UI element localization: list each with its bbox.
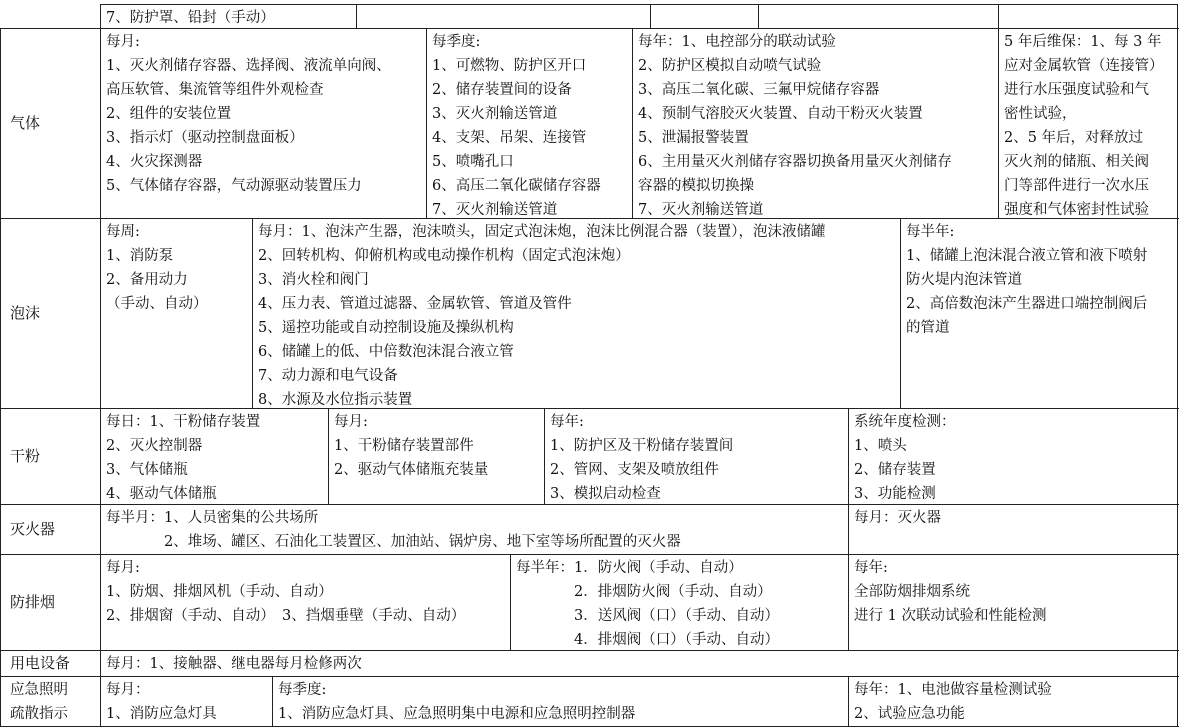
foam-half-year-line: 防火堤内泡沫管道	[906, 272, 1022, 288]
gas-five-year-line: 门等部件进行一次水压	[1004, 178, 1149, 194]
extinguisher-monthly	[848, 504, 1178, 554]
grid-line	[356, 4, 357, 28]
grid-line	[0, 554, 1179, 555]
powder-monthly-line: 每月:	[334, 414, 368, 430]
emergency-label-line: 疏散指示	[10, 706, 68, 722]
gas-yearly-line: 6、主用量灭火剂储存容器切换备用量灭火剂储存	[638, 154, 952, 170]
electrical-label: 用电设备	[10, 654, 71, 672]
powder-label: 干粉	[10, 447, 41, 465]
powder-monthly-line: 1、干粉储存装置部件	[334, 438, 474, 454]
grid-line	[1177, 4, 1178, 727]
emergency-monthly-line: 每月：	[106, 682, 150, 698]
foam-label: 泡沫	[10, 304, 41, 322]
extinguisher-label: 灭火器	[10, 520, 56, 538]
gas-five-year-line: 进行水压强度试验和气	[1004, 82, 1149, 98]
gas-monthly-line: 2、组件的安装位置	[106, 106, 232, 122]
electrical-monthly-line: 每月：1、接触器、继电器每月检修两次	[106, 656, 362, 672]
smoke-monthly-line: 每月:	[106, 560, 140, 576]
gas-quarterly	[426, 28, 632, 218]
gas-quarterly-line: 4、支架、吊架、连接管	[432, 130, 587, 146]
powder-daily	[100, 408, 328, 504]
emergency-monthly-line: 1、消防应急灯具	[106, 706, 217, 722]
powder-annual-test-line: 1、喷头	[854, 438, 907, 454]
grid-line	[0, 408, 1179, 409]
grid-line	[998, 28, 999, 218]
powder-yearly	[544, 408, 848, 504]
foam-weekly-line: （手动、自动）	[106, 296, 208, 312]
top-row-text: 7、防护罩、铅封（手动）	[106, 10, 275, 26]
smoke-monthly-line: 2、排烟窗（手动、自动） 3、挡烟垂壁（手动、自动）	[106, 608, 466, 624]
grid-line	[0, 504, 1179, 505]
grid-line	[0, 676, 1179, 677]
emergency-label	[0, 676, 100, 726]
grid-line	[848, 408, 849, 504]
gas-five-year-line: 5 年后维保：1、每 3 年	[1004, 34, 1162, 50]
gas-five-year-line: 强度和气体密封性试验	[1004, 202, 1149, 218]
emergency-quarterly-line: 1、消防应急灯具、应急照明集中电源和应急照明控制器	[278, 706, 636, 722]
gas-quarterly-line: 5、喷嘴孔口	[432, 154, 514, 170]
foam-monthly-line: 4、压力表、管道过滤器、金属软管、管道及管件	[258, 296, 572, 312]
foam-half-year-line: 每半年:	[906, 224, 955, 240]
grid-line	[900, 218, 901, 408]
extinguisher-half-month-line: 2、堆场、罐区、石油化工装置区、加油站、锅炉房、地下室等场所配置的灭火器	[106, 534, 681, 550]
powder-annual-test-line: 3、功能检测	[854, 486, 936, 502]
grid-line	[426, 28, 427, 218]
smoke-half-year	[510, 554, 848, 650]
grid-line	[848, 554, 849, 650]
gas-yearly-line: 2、防护区模拟自动喷气试验	[638, 58, 822, 74]
foam-half-year-line: 1、储罐上泡沫混合液立管和液下喷射	[906, 248, 1148, 264]
gas-five-year-line: 应对金属软管（连接管）	[1004, 58, 1164, 74]
grid-line	[848, 676, 849, 726]
grid-line	[100, 4, 1178, 5]
gas-quarterly-line: 1、可燃物、防护区开口	[432, 58, 587, 74]
gas-quarterly-line: 每季度:	[432, 34, 481, 50]
powder-daily-line: 3、气体储瓶	[106, 462, 188, 478]
foam-half-year-line: 的管道	[906, 320, 950, 336]
emergency-yearly-line: 每年：1、电池做容量检测试验	[854, 682, 1052, 698]
smoke-half-year-line: 4．排烟阀（口）（手动、自动）	[516, 632, 779, 648]
grid-line	[848, 504, 849, 554]
smoke-half-year-line: 每半年：1．防火阀（手动、自动）	[516, 560, 743, 576]
top-row-cell	[100, 4, 356, 28]
grid-line	[0, 28, 1, 727]
grid-line	[998, 4, 999, 28]
emergency-monthly	[100, 676, 272, 726]
gas-monthly-line: 3、指示灯（驱动控制盘面板）	[106, 130, 304, 146]
extinguisher-half-month-line: 每半月：1、人员密集的公共场所	[106, 510, 319, 526]
powder-monthly-line: 2、驱动气体储瓶充装量	[334, 462, 489, 478]
foam-weekly	[100, 218, 252, 408]
gas-monthly-line: 4、火灾探测器	[106, 154, 203, 170]
gas-quarterly-line: 7、灭火剂输送管道	[432, 202, 558, 218]
foam-half-year-line: 2、高倍数泡沫产生器进口端控制阀后	[906, 296, 1148, 312]
gas-monthly-line: 1、灭火剂储存容器、选择阀、液流单向阀、	[106, 58, 391, 74]
powder-monthly	[328, 408, 544, 504]
emergency-yearly-line: 2、试验应急功能	[854, 706, 965, 722]
gas-quarterly-line: 6、高压二氧化碳储存容器	[432, 178, 601, 194]
electrical-monthly	[100, 650, 1178, 676]
gas-monthly	[100, 28, 426, 218]
gas-monthly-line: 每月:	[106, 34, 140, 50]
foam-monthly-line: 每月：1、泡沫产生器，泡沫喷头，固定式泡沫炮，泡沫比例混合器（装置），泡沫液储罐	[258, 224, 826, 240]
foam-monthly-line: 7、动力源和电气设备	[258, 368, 398, 384]
powder-daily-line: 每日：1、干粉储存装置	[106, 414, 261, 430]
gas-yearly-line: 5、泄漏报警装置	[638, 130, 749, 146]
foam-monthly-line: 3、消火栓和阀门	[258, 272, 369, 288]
grid-line	[510, 554, 511, 650]
smoke-yearly-line: 进行 1 次联动试验和性能检测	[854, 608, 1047, 624]
smoke-label: 防排烟	[10, 593, 56, 611]
emergency-quarterly	[272, 676, 848, 726]
foam-monthly-line: 6、储罐上的低、中倍数泡沫混合液立管	[258, 344, 514, 360]
gas-yearly-line: 3、高压二氧化碳、三氟甲烷储存容器	[638, 82, 880, 98]
gas-five-year-line: 密性试验，	[1004, 106, 1077, 122]
grid-line	[0, 650, 1179, 651]
gas-yearly	[632, 28, 998, 218]
smoke-yearly	[848, 554, 1178, 650]
grid-line	[0, 218, 1179, 219]
gas-yearly-line: 7、灭火剂输送管道	[638, 202, 764, 218]
powder-yearly-line: 2、管网、支架及喷放组件	[550, 462, 719, 478]
powder-daily-line: 2、灭火控制器	[106, 438, 203, 454]
gas-label: 气体	[10, 114, 41, 132]
foam-monthly-line: 5、遥控功能或自动控制设施及操纵机构	[258, 320, 514, 336]
grid-line	[272, 676, 273, 726]
grid-line	[632, 28, 633, 218]
powder-yearly-line: 3、模拟启动检查	[550, 486, 661, 502]
smoke-monthly	[100, 554, 510, 650]
gas-five-year-line: 2、5 年后，对释放过	[1004, 130, 1144, 146]
smoke-monthly-line: 1、防烟、排烟风机（手动、自动）	[106, 584, 333, 600]
foam-weekly-line: 2、备用动力	[106, 272, 188, 288]
foam-monthly-line: 8、水源及水位指示装置	[258, 392, 413, 408]
powder-yearly-line: 每年:	[550, 414, 584, 430]
foam-monthly	[252, 218, 900, 408]
smoke-half-year-line: 2．排烟防火阀（手动、自动）	[516, 584, 772, 600]
extinguisher-monthly-line: 每月：灭火器	[854, 510, 941, 526]
gas-five-year-line: 灭火剂的储瓶、相关阀	[1004, 154, 1149, 170]
emergency-yearly	[848, 676, 1178, 726]
foam-weekly-line: 每周:	[106, 224, 140, 240]
grid-line	[100, 4, 101, 727]
grid-line	[252, 218, 253, 408]
grid-line	[650, 4, 651, 28]
gas-yearly-line: 容器的模拟切换操	[638, 178, 754, 194]
grid-line	[0, 28, 1179, 29]
gas-quarterly-line: 2、储存装置间的设备	[432, 82, 572, 98]
powder-annual-test-line: 系统年度检测：	[854, 414, 956, 430]
powder-daily-line: 4、驱动气体储瓶	[106, 486, 217, 502]
foam-monthly-line: 2、回转机构、仰俯机构或电动操作机构（固定式泡沫炮）	[258, 248, 630, 264]
extinguisher-half-month	[100, 504, 848, 554]
gas-quarterly-line: 3、灭火剂输送管道	[432, 106, 558, 122]
gas-monthly-line: 高压软管、集流管等组件外观检查	[106, 82, 324, 98]
gas-yearly-line: 每年：1、电控部分的联动试验	[638, 34, 836, 50]
grid-line	[544, 408, 545, 504]
gas-yearly-line: 4、预制气溶胶灭火装置、自动干粉灭火装置	[638, 106, 923, 122]
powder-annual-test-line: 2、储存装置	[854, 462, 936, 478]
emergency-quarterly-line: 每季度:	[278, 682, 327, 698]
grid-line	[0, 726, 1179, 727]
gas-five-year	[998, 28, 1178, 218]
smoke-half-year-line: 3．送风阀（口）（手动、自动）	[516, 608, 779, 624]
emergency-label-line: 应急照明	[10, 682, 68, 698]
powder-annual-test	[848, 408, 1178, 504]
smoke-yearly-line: 每年:	[854, 560, 888, 576]
powder-yearly-line: 1、防护区及干粉储存装置间	[550, 438, 734, 454]
grid-line	[758, 4, 759, 28]
gas-monthly-line: 5、气体储存容器，气动源驱动装置压力	[106, 178, 362, 194]
smoke-yearly-line: 全部防烟排烟系统	[854, 584, 970, 600]
foam-half-year	[900, 218, 1178, 408]
foam-weekly-line: 1、消防泵	[106, 248, 174, 264]
grid-line	[328, 408, 329, 504]
